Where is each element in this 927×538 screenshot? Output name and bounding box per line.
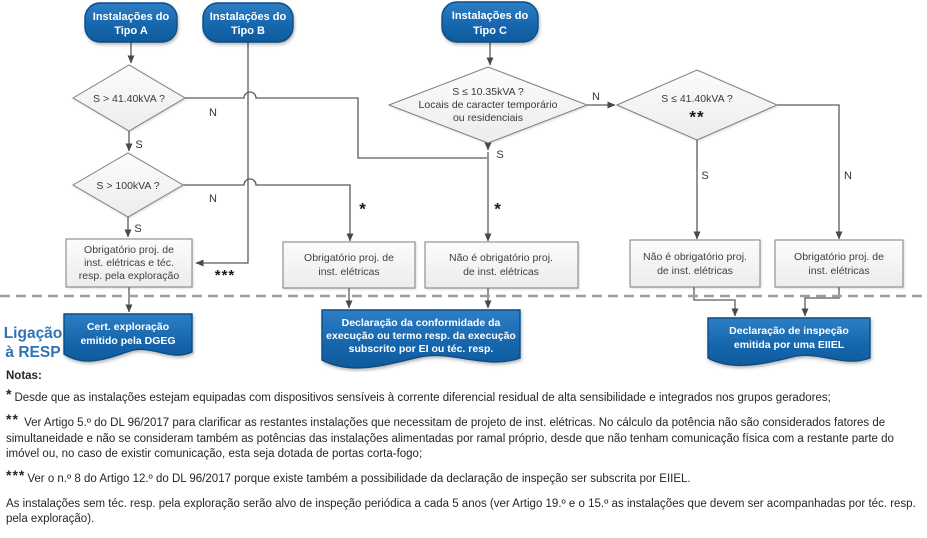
note-ref-star: *: [494, 199, 502, 219]
edge-label-n: N: [209, 192, 217, 205]
document-banner-eiiel: [708, 318, 870, 365]
note-footer: As instalações sem téc. resp. pela exploração serão alvo de inspeção periódica a cada 5 anos (ver Artigo 19.º e o 15.º as instalações que devem ser acompanhadas por téc. resp. pela exploração).: [6, 498, 916, 526]
result-box-label: Não é obrigatório proj.: [643, 250, 747, 263]
banner-label: emitida por uma EIIEL: [733, 338, 845, 351]
resp-label-line: Ligação: [3, 325, 63, 343]
note-symbol: ***: [6, 466, 26, 483]
start-node-tipo-b: [203, 3, 293, 42]
decision-s-le-10-35: [389, 67, 587, 143]
banner-label: execução ou termo resp. da execução: [326, 329, 516, 342]
start-node-label: Instalações do: [451, 9, 529, 22]
decision-label: S ≤ 41.40kVA ?: [661, 92, 733, 105]
result-box-label: Obrigatório proj. de: [794, 250, 884, 263]
banner-label: Declaração de inspeção: [729, 324, 849, 337]
result-box-label: Obrigatório proj. de: [304, 251, 394, 264]
result-box-label: Não é obrigatório proj.: [449, 251, 553, 264]
result-box-nao-obrigatorio-d: [630, 240, 760, 287]
resp-label-line: à RESP: [5, 344, 61, 362]
edge-boxe-to-eiiel: [805, 287, 839, 316]
result-box-label: de inst. elétricas: [657, 264, 733, 277]
note-ref-triple-star: ***: [214, 266, 236, 284]
edge-tipo-b-to-box: [196, 42, 248, 263]
result-box-proj-obrigatorio-b: [283, 242, 415, 288]
start-node-label: Tipo A: [114, 24, 148, 37]
banner-label: emitido pela DGEG: [80, 334, 176, 347]
note-text: Ver o n.º 8 do Artigo 12.º do DL 96/2017 porque existe também a possibilidade da declaração de inspeção ser subscrita por EIIEL.: [27, 472, 691, 485]
result-box-label: de inst. elétricas: [463, 265, 539, 278]
start-node-label: Tipo C: [472, 24, 508, 37]
edge-label-s: S: [135, 138, 143, 151]
result-box-label: inst. elétricas: [808, 264, 870, 277]
result-box-label: Obrigatório proj. de: [84, 243, 174, 256]
note-item-triple-star: [6, 468, 919, 487]
note-ref-star: *: [359, 199, 367, 219]
notes-heading: Notas:: [6, 370, 42, 382]
edge-label-s: S: [134, 222, 142, 235]
notes-section: [6, 369, 919, 533]
decision-label: S > 100kVA ?: [96, 179, 160, 192]
edge-label-n: N: [209, 106, 217, 119]
decision-s-gt-100: [73, 153, 183, 217]
note-symbol: **: [6, 411, 19, 428]
start-node-tipo-c: [442, 2, 538, 42]
edge-boxd-to-eiiel: [694, 287, 735, 316]
edge-label-s: S: [701, 169, 709, 182]
note-item-double-star: [6, 412, 919, 462]
result-box-label: inst. elétricas e téc.: [84, 256, 174, 269]
start-node-label: Instalações do: [92, 10, 170, 23]
decision-label: S ≤ 10.35kVA ?: [452, 85, 524, 98]
edge-label-n: N: [844, 169, 852, 182]
start-node-label: Tipo B: [230, 24, 266, 37]
edge-dec41c-n-to-box: [777, 105, 839, 239]
note-ref-double-star: **: [689, 107, 705, 127]
document-banner-dgeg: [64, 314, 192, 361]
result-box-proj-tec-resp: [66, 239, 192, 287]
banner-label: Declaração da conformidade da: [341, 316, 501, 329]
banner-label: subscrito por EI ou téc. resp.: [348, 342, 494, 355]
decision-s-gt-41-40: [73, 65, 185, 131]
result-box-label: inst. elétricas: [318, 265, 380, 278]
result-box-label: resp. pela exploração: [78, 269, 180, 282]
edge-dec100-n-to-box: [183, 179, 350, 241]
note-item-star: [6, 387, 919, 406]
result-box-proj-obrigatorio-e: [775, 240, 903, 287]
note-text: Ver Artigo 5.º do DL 96/2017 para clarificar as restantes instalações que necessitam de projeto de inst. elétricas. No cálculo da potência não são considerados fatores de simultaneidade e não se consideram também as potências das instalações alimentadas por ramal próprio, desde que não tenham comunicação física com a restante parte do imóvel ou, no caso de existir comunicação, esta seja dotada de portas corta-fogo;: [6, 417, 894, 460]
edge-label-s: S: [496, 148, 504, 161]
decision-label: S > 41.40kVA ?: [93, 92, 165, 105]
decision-label: Locais de caracter temporário: [418, 98, 558, 111]
edge-label-n: N: [592, 90, 600, 103]
banner-label: Cert. exploração: [86, 320, 170, 333]
note-symbol: *: [6, 386, 13, 403]
result-box-nao-obrigatorio-c: [425, 242, 578, 288]
document-banner-conformidade: [322, 310, 520, 368]
start-node-label: Instalações do: [209, 10, 287, 23]
start-node-tipo-a: [85, 3, 177, 42]
note-text: Desde que as instalações estejam equipadas com dispositivos sensíveis à corrente diferencial residual de alta sensibilidade e integrados nos grupos geradores;: [14, 392, 831, 405]
resp-section-label: [4, 325, 63, 361]
decision-label: ou residenciais: [452, 111, 524, 124]
decision-s-le-41-40: [617, 70, 777, 140]
